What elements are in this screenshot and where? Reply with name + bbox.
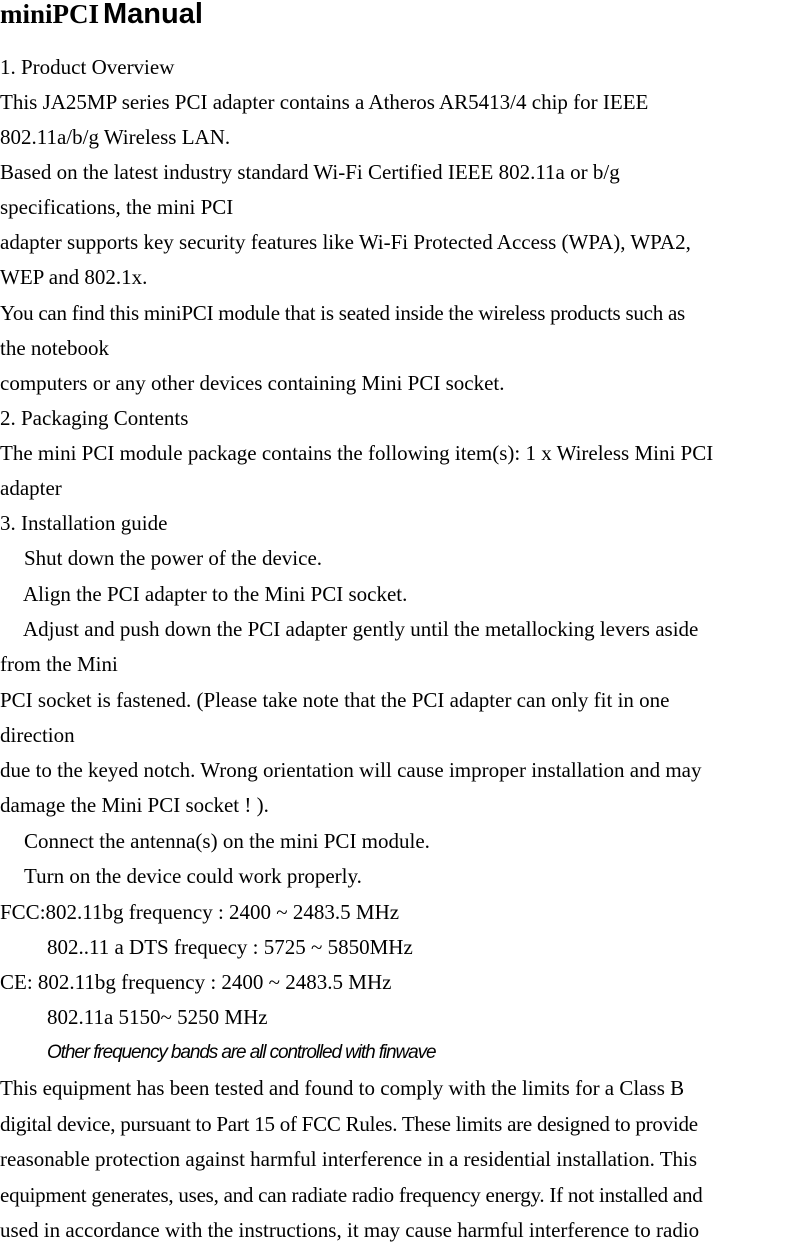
frequency-line: FCC:802.11bg frequency : 2400 ~ 2483.5 MHz [0,900,400,924]
text-line: digital device, pursuant to Part 15 of FCC Rules. These limits are designed to provide [0,1112,698,1136]
frequency-line: 802..11 a DTS frequecy : 5725 ~ 5850MHz [47,935,413,959]
text-line: PCI socket is fastened. (Please take note that the PCI adapter can only fit in one [0,688,670,712]
title-manual: Manual [103,0,203,30]
frequency-line: 802.11a 5150~ 5250 MHz [47,1005,268,1029]
install-step: Turn on the device could work properly. [24,864,362,888]
text-line: computers or any other devices containing Mini PCI socket. [0,371,505,395]
text-line: You can find this miniPCI module that is seated inside the wireless products such as [0,301,685,325]
text-line: equipment generates, uses, and can radiate radio frequency energy. If not installed and [0,1183,703,1207]
text-line: adapter supports key security features like Wi-Fi Protected Access (WPA), WPA2, [0,230,691,254]
text-line: direction [0,723,75,747]
section-heading-product-overview: 1. Product Overview [0,55,175,79]
text-line: due to the keyed notch. Wrong orientation will cause improper installation and may [0,758,702,782]
install-step: Connect the antenna(s) on the mini PCI module. [24,829,430,853]
text-line: The mini PCI module package contains the following item(s): 1 x Wireless Mini PCI [0,441,714,465]
text-line: Based on the latest industry standard Wi-Fi Certified IEEE 802.11a or b/g [0,160,620,184]
text-line: 802.11a/b/g Wireless LAN. [0,125,231,149]
document-title [0,0,203,31]
text-line: reasonable protection against harmful interference in a residential installation. This [0,1147,698,1171]
text-line: damage the Mini PCI socket ! ). [0,793,269,817]
install-step: Align the PCI adapter to the Mini PCI socket. [23,582,408,606]
text-line: used in accordance with the instructions, it may cause harmful interference to radio [0,1218,700,1242]
text-line: the notebook [0,336,110,360]
section-heading-installation-guide: 3. Installation guide [0,511,168,535]
text-line: from the Mini [0,652,118,676]
text-line: This JA25MP series PCI adapter contains a Atheros AR5413/4 chip for IEEE [0,90,649,114]
text-line: specifications, the mini PCI [0,195,234,219]
text-line: This equipment has been tested and found to comply with the limits for a Class B [0,1076,685,1100]
install-step: Adjust and push down the PCI adapter gently until the metallocking levers aside [23,617,699,641]
frequency-note: Other frequency bands are all controlled with finwave [47,1042,436,1063]
text-line: adapter [0,476,62,500]
text-line: WEP and 802.1x. [0,265,148,289]
install-step: Shut down the power of the device. [24,546,323,570]
frequency-line: CE: 802.11bg frequency : 2400 ~ 2483.5 MHz [0,970,392,994]
section-heading-packaging-contents: 2. Packaging Contents [0,406,189,430]
title-minipci: miniPCI [0,0,100,29]
